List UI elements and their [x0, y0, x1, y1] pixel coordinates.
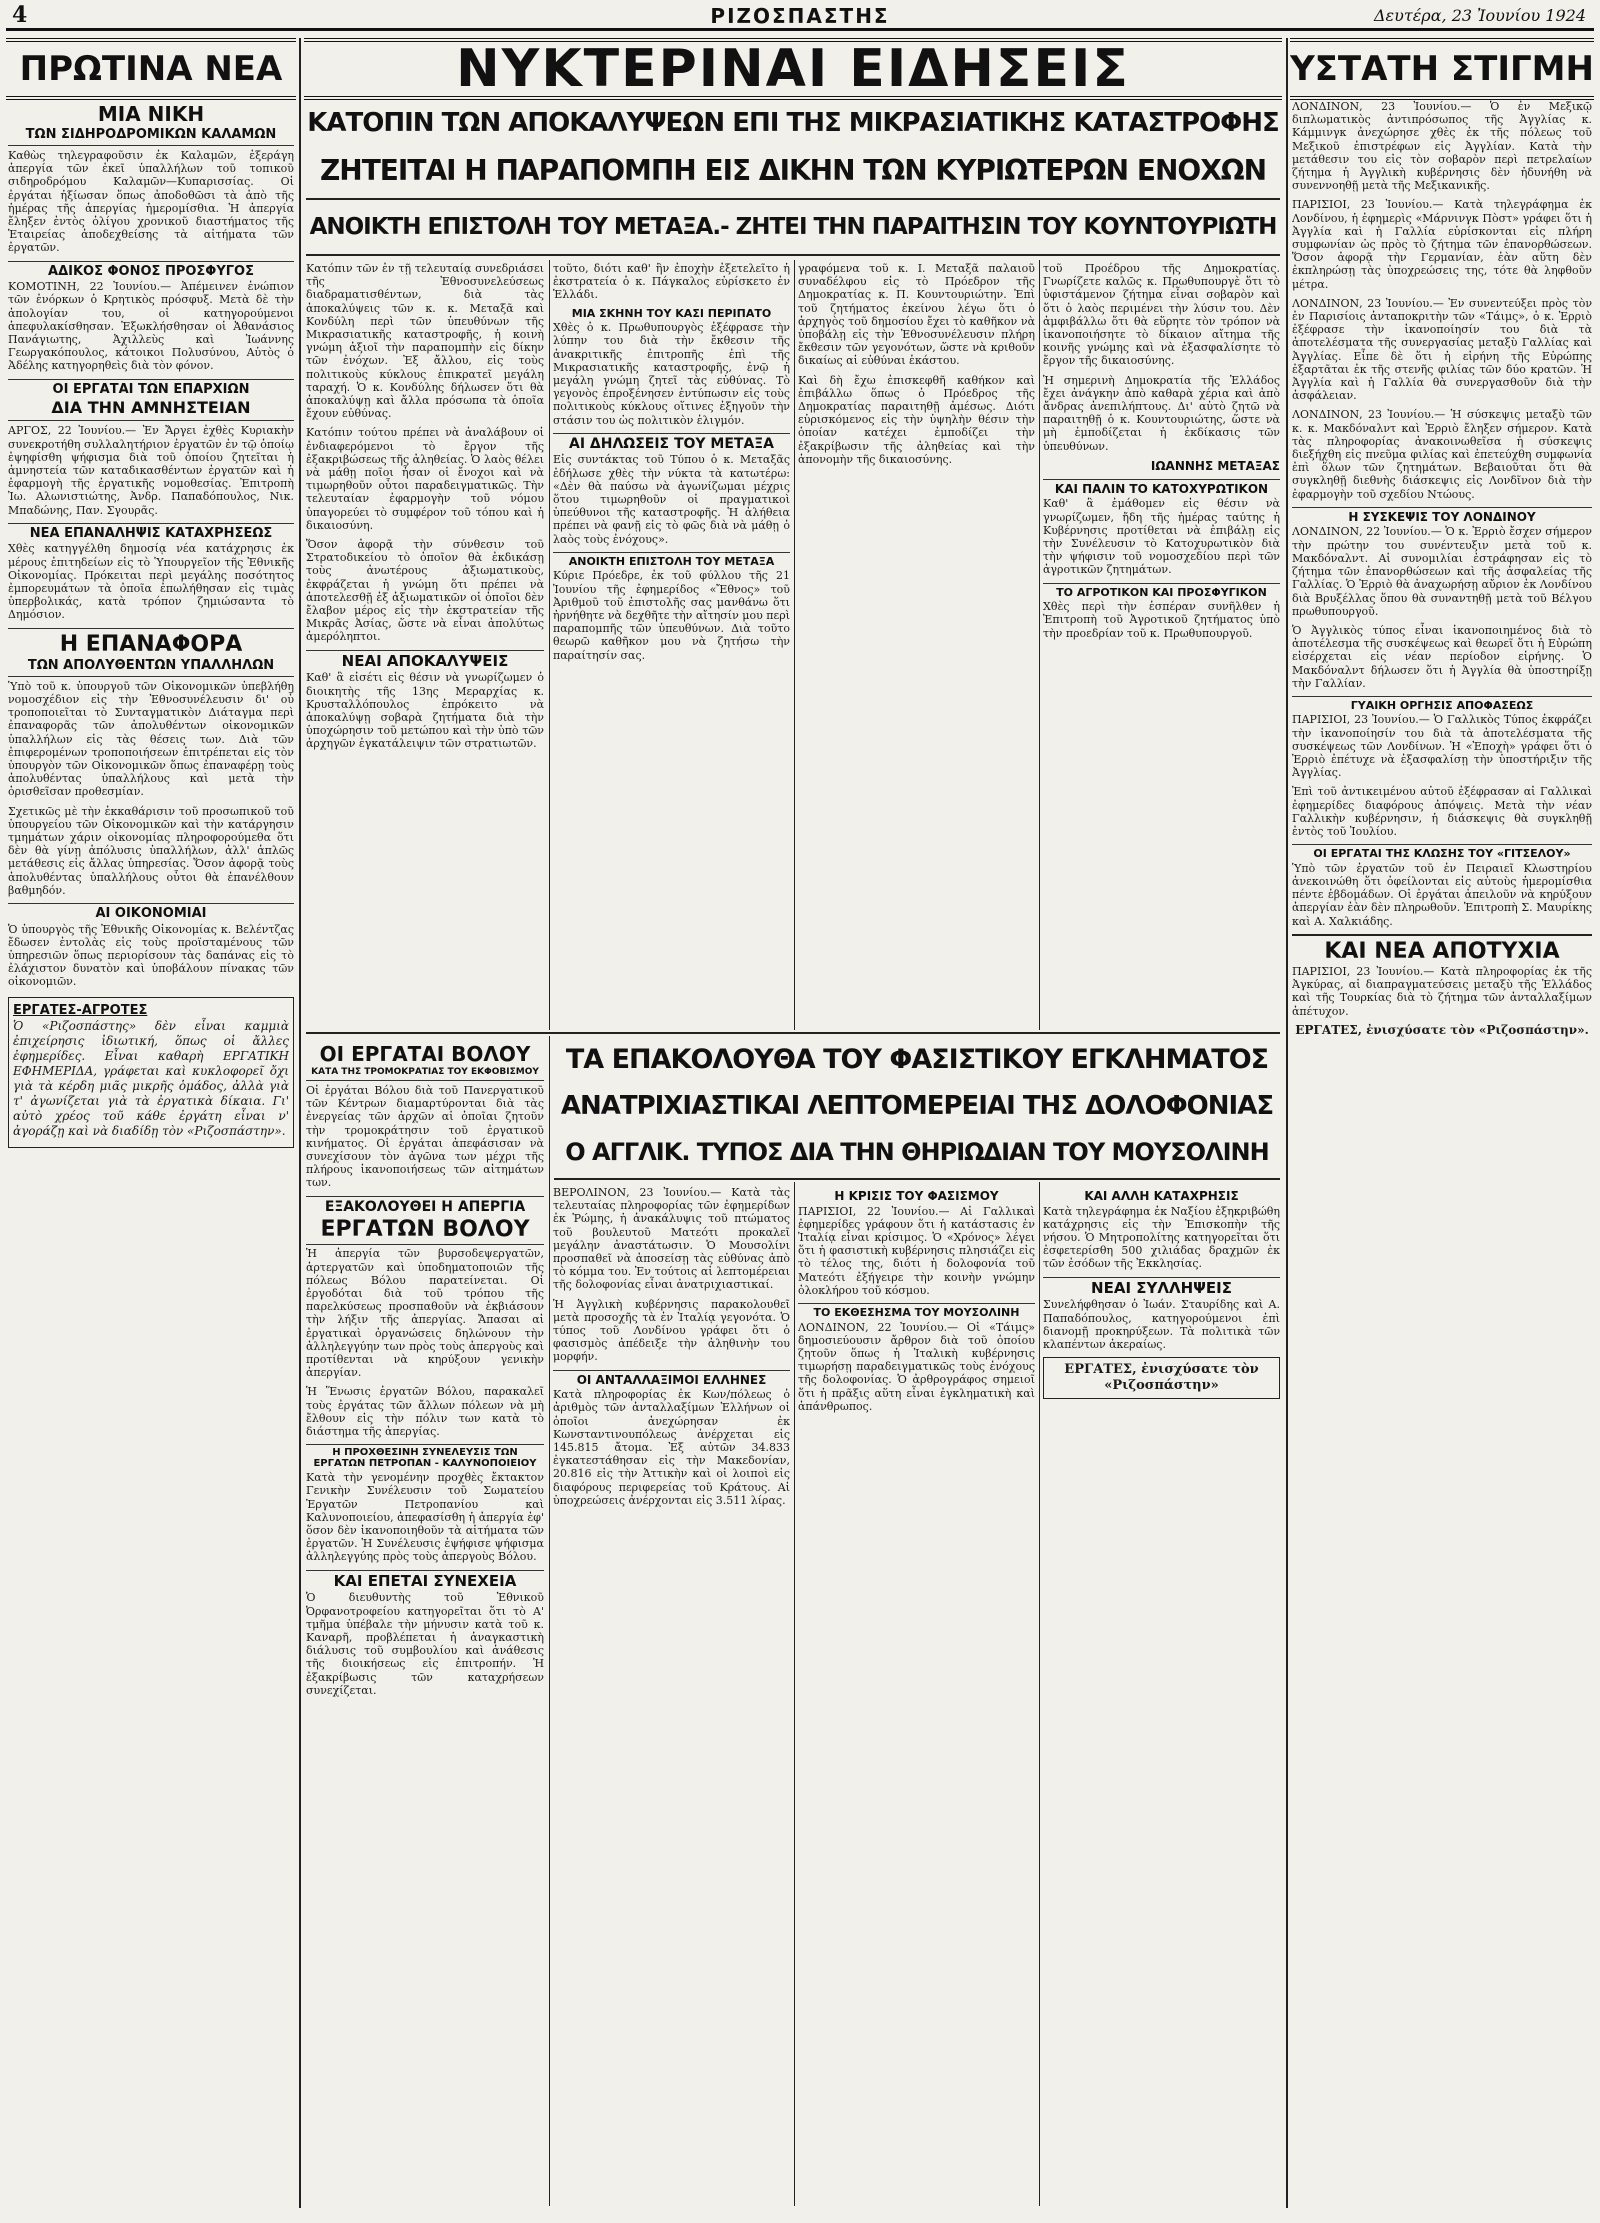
article-text: Χθὲς κατηγγέλθη δημοσίᾳ νέα κατάχρησις ἐκ μέρους ἐπιτηδείων εἰς τὸ Ὑπουργεῖον τῆς Ἐθνικῆς Οἰκονομίας. Πρόκειται περὶ μεγάλης ποσότητος ἐμπορευμάτων τὰ ὁποῖα ἐπωλήθησαν εἰς τιμὰς ὑπερβολικάς, κατὰ τρόπον ζημιώσαντα τὸ Δημόσιον.: [8, 542, 294, 622]
article-text: γραφόμενα τοῦ κ. Ι. Μεταξᾶ παλαιοῦ συναδέλφου εἰς τὸ Πρόεδρον τῆς Δημοκρατίας κ. Π. Κουντουριώτην. Ἐπὶ τοῦ ζητήματος ἐκείνου λέγω ὅτι ὁ ἀρχηγὸς τοῦ δημοσίου ἔχει τὸ καθῆκον νὰ ὑποβάλῃ εἰς τὴν Ἐθνοσυνέλευσιν πλήρη ἔκθεσιν τῶν γεγονότων, ὥστε νὰ κριθοῦν δικαίως αἱ εὐθύναι ἑκάστου.: [798, 262, 1035, 368]
article-text: Χθὲς ὁ κ. Πρωθυπουργὸς ἐξέφρασε τὴν λύπην του διὰ τὴν ἔκθεσιν τῆς ἀνακριτικῆς ἐπιτροπῆς ἐπὶ τῆς Μικρασιατικῆς καταστροφῆς, ἐνῷ ἡ μεγάλη γνώμη ζητεῖ τὰς εὐθύνας. Τὸ γεγονὸς ἐπροξένησεν ἐντύπωσιν εἰς τοὺς πολιτικοὺς κύκλους οἵτινες ἐξηγοῦν τὴν στάσιν του ὡς πολιτικὸν ἑλιγμόν.: [553, 321, 790, 427]
article-text: ΚΟΜΟΤΙΝΗ, 22 Ἰουνίου.— Ἀπέμεινεν ἐνώπιον τῶν ἐνόρκων ὁ Κρητικὸς πρόσφυξ. Μετὰ δὲ τὴν ἀπολογίαν του, οἱ κατηγορούμενοι ἀπεφυλακίσθησαν. Ἐξωκλήσθησαν οἱ Ἀθανάσιος Πανάγιωτης, Ἀχιλλεὺς καὶ Ἰωάννης Γεωργακόπουλος, κάτοικοι Πολυσύνου, Αὐτὸς ὁ Ἀδέλης κατηγορηθεὶς διὰ τὸν φόνον.: [8, 280, 294, 373]
section-head-center: ΝΥΚΤΕΡΙΝΑΙ ΕΙΔΗΣΕΙΣ: [304, 38, 1282, 100]
article-title: ΜΙΑ ΝΙΚΗ: [97, 102, 205, 126]
article-text: Κατὰ τηλεγράφημα ἐκ Ναξίου ἐξηκριβώθη κατάχρησις εἰς τὴν Ἐπισκοπὴν τῆς νήσου. Ὁ Μητροπολίτης κατηγορεῖται ὅτι ἐσφετερίσθη 500 χιλιάδας δραχμῶν ἐκ τῶν ἐσόδων τῆς Ἐκκλησίας.: [1043, 1204, 1280, 1271]
article-text: ΕΡΓΑΤΕΣ, ἐνισχύσατε τὸν «Ριζοσπάστην».: [1295, 1022, 1589, 1037]
issue-date: Δευτέρα, 23 Ἰουνίου 1924: [1374, 6, 1586, 25]
article-text: Ἡ ἀπεργία τῶν βυρσοδεψεργατῶν, ἀρτεργατῶν καὶ ὑποδηματοποιῶν τῆς πόλεως Βόλου παρατείνεται. Οἱ ἐργοδόται διὰ τοῦ τρόπου τῆς παρελκύσεως προσπαθοῦν νὰ ἐκβιάσουν τὴν λήξιν τῆς ἀπεργίας. Ἄπασαι αἱ ἐργατικαὶ ὀργανώσεις δηλώνουν τὴν ἀλληλεγγύην των πρὸς τοὺς ἀπεργοὺς καὶ προτίθενται νὰ κηρύξουν γενικὴν ἀπεργίαν.: [306, 1247, 544, 1380]
promo-box: [8, 997, 294, 1149]
article-text: Ὑπὸ τῶν ἐργατῶν τοῦ ἐν Πειραιεῖ Κλωστηρίου ἀνεκοινώθη ὅτι ὀφείλονται εἰς αὐτοὺς ἡμερομίσθια πέντε ἑβδομάδων. Οἱ ἐργάται ἀπειλοῦν νὰ κηρύξουν ἀπεργίαν ἐὰν δὲν πληρωθοῦν. Ἐπιτροπὴ Σ. Μαυρίκης καὶ Α. Χαλκιάδης.: [1292, 861, 1592, 928]
article-text: Οἱ ἐργάται Βόλου διὰ τοῦ Πανεργατικοῦ τῶν Κέντρων διαμαρτύρονται διὰ τὰς ἐνεργείας τῶν ἀρχῶν αἱ ὁποῖαι ζητοῦν τὴν τρομοκράτησιν τοῦ ἐργατικοῦ κινήματος. Οἱ ἐργάται ἀπεφάσισαν νὰ συνεχίσουν τὸν ἀγῶνα των μέχρι τῆς πλήρους ἱκανοποιήσεως τῶν αἰτημάτων των.: [306, 1084, 544, 1190]
article-text: Καὶ δὴ ἔχω ἐπισκεφθῆ καθήκον καὶ ἐπιβάλλω ὅπως ὁ Πρόεδρος τῆς Δημοκρατίας παραιτηθῇ ἀμέσως. Διότι εὑρισκόμενος εἰς τὴν ὑψηλὴν θέσιν τὴν ὁποίαν κατέχει ἐμποδίζει τὴν ἐξακρίβωσιν τῆς ἀληθείας καὶ τὴν ἀπονομὴν τῆς δικαιοσύνης.: [798, 373, 1035, 466]
right-column: [1292, 100, 1592, 2210]
article-text: ΠΑΡΙΣΙΟΙ, 22 Ἰουνίου.— Αἱ Γαλλικαὶ ἐφημερίδες γράφουν ὅτι ἡ κατάστασις ἐν Ἰταλίᾳ εἶναι κρίσιμος. Ὁ «Χρόνος» λέγει ὅτι ἡ φασιστικὴ κυβέρνησις πλησιάζει εἰς τὸ τέλος της, διότι ἡ δολοφονία τοῦ Ματεότι ἐξήγειρε τὴν κοινὴν γνώμην ὁλοκλήρου τοῦ κόσμου.: [798, 1204, 1035, 1297]
article-text: Εἰς συντάκτας τοῦ Τύπου ὁ κ. Μεταξᾶς ἐδήλωσε χθὲς τὴν νύκτα τὰ κατωτέρω: «Δὲν θὰ παύσω νὰ ἀγωνίζωμαι μέχρις ὅτου τιμωρηθοῦν οἱ πραγματικοὶ ὑπεύθυνοι τῆς καταστροφῆς. Ἡ ἀλήθεια πρέπει νὰ φανῇ εἰς τὸ φῶς διὰ νὰ μάθῃ ὁ λαὸς τοὺς ἐνόχους».: [553, 453, 790, 546]
article-text: Ἡ σημερινὴ Δημοκρατία τῆς Ἑλλάδος ἔχει ἀνάγκην ἀπὸ καθαρὰ χέρια καὶ ἀπὸ ἄνδρας ἀνεπιλήπτους. Δι' αὐτὸ ζητῶ νὰ παραιτηθῇ ὁ κ. Κουντουριώτης, ὥστε νὰ μὴ ἐμποδίζεται ἡ ἐκδίκασις τῶν ὑπευθύνων.: [1043, 373, 1280, 453]
article-text: τοῦ Προέδρου τῆς Δημοκρατίας. Γνωρίζετε καλῶς κ. Πρωθυπουργὲ ὅτι τὸ ὑφιστάμενον ζήτημα εἶναι σοβαρὸν καὶ ὅτι ὁ λαὸς περιμένει τὴν λύσιν του. Δὲν ἀμφιβάλλω ὅτι θὰ εὕρητε τὸν τρόπον νὰ ἱκανοποιήσητε τὸ δίκαιον αἴτημα τῆς κοινῆς γνώμης καὶ νὰ ἐξασφαλίσητε τὸ ἔργον τῆς δικαιοσύνης.: [1043, 262, 1280, 368]
article-title: ΑΔΙΚΟΣ ΦΟΝΟΣ ΠΡΟΣΦΥΓΟΣ: [8, 261, 294, 279]
article-text: ΛΟΝΔΙΝΟΝ, 23 Ἰουνίου.— Ὁ ἐν Μεξικῷ διπλωματικὸς ἀντιπρόσωπος τῆς Ἀγγλίας κ. Κάμμινγκ ἀνεχώρησε χθὲς ἐκ τῆς πόλεως τοῦ Μεξικοῦ ἐπιστρέφων εἰς Ἀγγλίαν. Κατὰ τὴν μετάθεσιν του εἰς τὸν σοβαρὸν περὶ πετρελαίων ζήτημα ἡ Ἀγγλικὴ κυβέρνησις δὲν ἠδυνήθη νὰ συνεννοηθῇ μετὰ τῆς Μεξικανικῆς.: [1292, 100, 1592, 193]
article-text: Καθ' ἃ ἐμάθομεν εἰς θέσιν νὰ γνωρίζωμεν, ἤδη τῆς ἡμέρας ταύτης ἡ Κυβέρνησις προτίθεται νὰ ἐπιβάλῃ εἰς τὴν Συνέλευσιν τὸ Κατοχυρωτικὸν διὰ τὴν ψήφισιν τοῦ νομοσχεδίου περὶ τῶν ἀγροτικῶν ζητημάτων.: [1043, 497, 1280, 577]
headline-3: ΑΝΟΙΚΤΗ ΕΠΙΣΤΟΛΗ ΤΟΥ ΜΕΤΑΞΑ.- ΖΗΤΕΙ ΤΗΝ ΠΑΡΑΙΤΗΣΙΝ ΤΟΥ ΚΟΥΝΤΟΥΡΙΩΤΗ: [309, 214, 1277, 240]
article-text: ΒΕΡΟΛΙΝΟΝ, 23 Ἰουνίου.— Κατὰ τὰς τελευταίας πληροφορίας τῶν ἐφημερίδων ἐκ Ῥώμης, ἡ ἀνακάλυψις τοῦ πτώματος τοῦ βουλευτοῦ Ματεότι προκαλεῖ μεγάλην ἀναστάτωσιν. Ὁ Μουσολίνι προσπαθεῖ νὰ ἀποσείσῃ τὰς εὐθύνας ἀπὸ τὸ κόμμα του. Ἐν τούτοις αἱ λεπτομέρειαι τῆς δολοφονίας εἶναι ἀνατριχιαστικαί.: [553, 1186, 790, 1292]
article-text: Σχετικῶς μὲ τὴν ἐκκαθάρισιν τοῦ προσωπικοῦ τοῦ ὑπουργείου τῶν Οἰκονομικῶν καὶ τὴν κατάργησιν τμημάτων χάριν οἰκονομίας πληροφορούμεθα ὅτι δὲν θὰ γίνῃ ἀπόλυσις ὑπαλλήλων, ἀλλ' ἁπλῶς μετάθεσις εἰς ἄλλας ὑπηρεσίας. Ὅσον ἀφορᾷ τοὺς ἀπολυθέντας ὑπαλλήλους οὗτοι θὰ ἐπανέλθουν βαθμηδόν.: [8, 804, 294, 897]
article-title: ΝΕΑΙ ΑΠΟΚΑΛΥΨΕΙΣ: [306, 650, 544, 670]
center-column-3: [798, 262, 1035, 1030]
article-title: ΑΙ ΟΙΚΟΝΟΜΙΑΙ: [8, 903, 294, 921]
article-text: Ὁ ὑπουργὸς τῆς Ἐθνικῆς Οἰκονομίας κ. Βελέντζας ἔδωσεν ἐντολὰς εἰς τοὺς προϊσταμένους τῶν ὑπηρεσιῶν ὅπως περιορίσουν τὰς δαπάνας εἰς τὸ ἐλάχιστον δυνατὸν καὶ ὑποβάλουν πίνακας τῶν οἰκονομιῶν.: [8, 922, 294, 989]
article-text: ΛΟΝΔΙΝΟΝ, 23 Ἰουνίου.— Ἡ σύσκεψις μεταξὺ τῶν κ. κ. Μακδόναλντ καὶ Ἐρριὸ ἔληξεν σήμερον. Κατὰ τὰς πληροφορίας ἀνακοινωθεῖσα ἡ σύσκεψις διεξήχθη εἰς πνεῦμα φιλίας καὶ ἐπετεύχθη συμφωνία ἐπὶ ὅλων τῶν ζητημάτων. Βεβαιοῦται ὅτι θὰ συγκληθῇ διεθνὴς διάσκεψις εἰς Λονδῖνον διὰ τὴν ἐφαρμογὴν τοῦ σχεδίου Ντώους.: [1292, 408, 1592, 501]
article-title: ΑΙ ΔΗΛΩΣΕΙΣ ΤΟΥ ΜΕΤΑΞΑ: [553, 433, 790, 452]
article-text: Ὁ Ἀγγλικὸς τύπος εἶναι ἱκανοποιημένος διὰ τὸ ἀποτέλεσμα τῆς συσκέψεως καὶ θεωρεῖ ὅτι ἡ Εὐρώπη εἰσέρχεται εἰς νέαν περίοδον εἰρήνης. Ὁ Μακδόναλντ δήλωσεν ὅτι ἡ Ἀγγλία θὰ ὑποστηρίξῃ τὴν Γαλλίαν.: [1292, 623, 1592, 690]
article-subtitle: ΤΩΝ ΣΙΔΗΡΟΔΡΟΜΙΚΩΝ ΚΑΛΑΜΩΝ: [8, 127, 294, 146]
article-text: Χθὲς περὶ τὴν ἑσπέραν συνῆλθεν ἡ Ἐπιτροπὴ τοῦ Ἀγροτικοῦ ζητήματος ὑπὸ τὴν προεδρίαν τοῦ κ. Πρωθυπουργοῦ.: [1043, 600, 1280, 640]
article-title: ΕΡΓΑΤΩΝ ΒΟΛΟΥ: [306, 1218, 544, 1245]
section-head-left: ΠΡΩΤΙΝΑ ΝΕΑ: [6, 38, 296, 100]
article-subtitle: ΚΑΤΑ ΤΗΣ ΤΡΟΜΟΚΡΑΤΙΑΣ ΤΟΥ ΕΚΦΟΒΙΣΜΟΥ: [306, 1067, 544, 1081]
masthead: [6, 2, 1594, 31]
headline-rule: [306, 198, 1280, 200]
article-title: ΕΞΑΚΟΛΟΥΘΕΙ Η ΑΠΕΡΓΙΑ: [306, 1196, 544, 1215]
article-title: ΟΙ ΕΡΓΑΤΑΙ ΤΗΣ ΚΛΩΣΗΣ ΤΟΥ «ΓΙΤΣΕΛΟΥ»: [1292, 844, 1592, 860]
article-text: ΑΡΓΟΣ, 22 Ἰουνίου.— Ἐν Ἄργει ἐχθὲς Κυριακὴν συνεκροτήθη συλλαλητήριον ἐργατῶν ἐν τῷ ὁποίῳ ἐψηφίσθη ψήφισμα διὰ τοῦ ὁποίου ζητεῖται ἡ ἀμνηστεία τῶν καταδικασθέντων ἐργατῶν καὶ ἡ ἐφαρμογὴ τῆς ἐργατικῆς νομοθεσίας. Ἐπιτροπὴ Ἰω. Αλωνιστιώτης, Ἀνδρ. Παπαδόπουλος, Νικ. Μπαδώνης, Παν. Σγουρᾶς.: [8, 424, 294, 517]
signature: ΙΩΑΝΝΗΣ ΜΕΤΑΞΑΣ: [1150, 458, 1280, 473]
article-text: Ἐπὶ τοῦ ἀντικειμένου αὐτοῦ ἐξέφρασαν αἱ Γαλλικαὶ ἐφημερίδες διαφόρους ἀπόψεις. Μετὰ τὴν νέαν Γαλλικὴν κυβέρνησιν, ἡ διάσκεψις θὰ συγκληθῇ ἐντὸς τοῦ Ἰουλίου.: [1292, 785, 1592, 839]
article-title: Η ΕΠΑΝΑΦΟΡΑ: [8, 628, 294, 656]
column-rule: [1039, 260, 1040, 1030]
column-rule: [299, 38, 301, 2208]
section-head-right: ΥΣΤΑΤΗ ΣΤΙΓΜΗ: [1290, 38, 1594, 100]
article-text: Κατὰ πληροφορίας ἐκ Κων/πόλεως ὁ ἀριθμὸς τῶν ἀνταλλαξίμων Ἑλλήνων οἱ ὁποῖοι ἀνεχώρησαν ἐκ Κωνσταντινουπόλεως ἀνέρχεται εἰς 145.815 ἄτομα. Ἐξ αὐτῶν 34.833 ἐγκατεστάθησαν εἰς τὴν Μακεδονίαν, 20.816 εἰς τὴν Ἀττικὴν καὶ οἱ λοιποὶ εἰς διαφόρους περιφερείας τοῦ Κράτους. Αἱ ὑποχρεώσεις ἀνέρχονται εἰς 3.511 λίρας.: [553, 1388, 790, 1507]
article-title: ΟΙ ΕΡΓΑΤΑΙ ΤΩΝ ΕΠΑΡΧΙΩΝ: [8, 379, 294, 397]
headline-1: ΚΑΤΟΠΙΝ ΤΩΝ ΑΠΟΚΑΛΥΨΕΩΝ ΕΠΙ ΤΗΣ ΜΙΚΡΑΣΙΑΤΙΚΗΣ ΚΑΤΑΣΤΡΟΦΗΣ: [307, 108, 1279, 138]
article-title: ΝΕΑΙ ΣΥΛΛΗΨΕΙΣ: [1043, 1277, 1280, 1297]
page-number: 4: [12, 2, 28, 28]
article-text: Ὁ διευθυντὴς τοῦ Ἐθνικοῦ Ὀρφανοτροφείου κατηγορεῖται ὅτι τὸ Α' τμῆμα ὑπέβαλε τὴν μήνυσιν κατὰ τοῦ κ. Καναρῆ, προβλέπεται ἡ ἀναγκαστικὴ διάλυσις τοῦ συμβουλίου καὶ ἀνάθεσις τῆς διοικήσεως εἰς ἐπιτροπήν. Ἡ ἐξακρίβωσις τῶν καταχρήσεων συνεχίζεται.: [306, 1591, 544, 1697]
volos-column: [306, 1040, 544, 2208]
paper-name: ΡΙΖΟΣΠΑΣΤΗΣ: [710, 4, 890, 28]
article-title: Η ΚΡΙΣΙΣ ΤΟΥ ΦΑΣΙΣΜΟΥ: [834, 1189, 999, 1203]
article-subtitle: ΔΙΑ ΤΗΝ ΑΜΝΗΣΤΕΙΑΝ: [8, 398, 294, 421]
article-text: ΠΑΡΙΣΙΟΙ, 23 Ἰουνίου.— Ὁ Γαλλικὸς Τύπος ἐκφράζει τὴν ἱκανοποίησίν του διὰ τὰ ἀποτελέσματα τῆς συσκέψεως τῶν Λονδίνων. Ἡ «Ἐποχὴ» γράφει ὅτι ὁ Ἐρριὸ ἐπέτυχε νὰ ἐξασφαλίσῃ τὴν ὑποστήριξιν τῆς Ἀγγλίας.: [1292, 713, 1592, 780]
article-title: ΓΥΑΙΚΗ ΟΡΓΗΣΙΣ ΑΠΟΦΑΣΕΩΣ: [1292, 696, 1592, 712]
article-title: ΚΑΙ ΑΛΛΗ ΚΑΤΑΧΡΗΣΙΣ: [1084, 1189, 1239, 1203]
center-column-1: [306, 262, 544, 1030]
fascist-headline-1: ΤΑ ΕΠΑΚΟΛΟΥΘΑ ΤΟΥ ΦΑΣΙΣΤΙΚΟΥ ΕΓΚΛΗΜΑΤΟΣ: [565, 1044, 1269, 1075]
article-title: ΚΑΙ ΠΑΛΙΝ ΤΟ ΚΑΤΟΧΥΡΩΤΙΚΟΝ: [1043, 479, 1280, 496]
article-text: Ὅσον ἀφορᾷ τὴν σύνθεσιν τοῦ Στρατοδικείου τὸ ὁποῖον θὰ ἐκδικάσῃ τοὺς ἀνωτέρους ἀξιωματικοὺς, ἐκφράζεται ἡ γνώμη ὅτι πρέπει νὰ ἀποτελεσθῇ ἐξ ἀξιωματικῶν οἱ ὁποῖοι δὲν ἔλαβον μέρος εἰς τὴν ἐκστρατείαν τῆς Μικρᾶς Ἀσίας, ὥστε νὰ εἶναι ἀπολύτως ἀμερόληπτοι.: [306, 538, 544, 644]
article-text: Ὑπὸ τοῦ κ. ὑπουργοῦ τῶν Οἰκονομικῶν ὑπεβλήθη νομοσχέδιον εἰς τὴν Ἐθνοσυνέλευσιν δι' οὗ τροποποιεῖται τὸ Συνταγματικὸν Διάταγμα περὶ ἐπαναφορᾶς τῶν ἀπολυθέντων οἰκονομικῶν ὑπαλλήλων εἰς τὰς θέσεις των. Διὰ τῶν ἐπιφερομένων τροποποιήσεων ἐπιτρέπεται εἰς τὸν ὑπουργὸν τῶν Οἰκονομικῶν ὅπως ἐπαναφέρῃ τοὺς ἀπολυθέντας ὑπαλλήλους καὶ μετὰ τὴν ὁρισθεῖσαν προθεσμίαν.: [8, 679, 294, 799]
article-text: Συνελήφθησαν ὁ Ἰωάν. Σταυρίδης καὶ Α. Παπαδόπουλος, κατηγορούμενοι ἐπὶ διανομῇ προκηρύξεων. Τὰ πολιτικὰ τῶν κλαπέντων ἀκεραίως.: [1043, 1298, 1280, 1351]
article-text: τοῦτο, διότι καθ' ἣν ἐποχὴν ἐξετελεῖτο ἡ ἐκστρατεία ὁ κ. Πάγκαλος εὑρίσκετο ἐν Ἑλλάδι.: [553, 262, 790, 302]
article-text: Κατὰ τὴν γενομένην προχθὲς ἔκτακτον Γενικὴν Συνέλευσιν τοῦ Σωματείου Ἐργατῶν Πετροπανίου καὶ Καλυνοποιείου, ἀπεφασίσθη ἡ ἀπεργία ἐφ' ὅσον δὲν ἱκανοποιηθοῦν τὰ αἰτήματα τῶν ἐργατῶν. Ἡ Συνέλευσις ἐψήφισε ψήφισμα ἀλληλεγγύης πρὸς τοὺς ἀπεργοὺς Βόλου.: [306, 1471, 544, 1564]
article-title: ΝΕΑ ΕΠΑΝΑΛΗΨΙΣ ΚΑΤΑΧΡΗΣΕΩΣ: [8, 523, 294, 541]
article-text: ΛΟΝΔΙΝΟΝ, 22 Ἰουνίου.— Ὁ κ. Ἐρριὸ ἔσχεν σήμερον τὴν πρώτην του συνέντευξιν μετὰ τοῦ κ. Μακδόναλντ. Αἱ συνομιλίαι ἐστράφησαν εἰς τὸ ζήτημα τῶν ἐπανορθώσεων καὶ τῆς ἀσφαλείας τῆς Γαλλίας. Ὁ Ἐρριὸ θὰ ἀναχωρήσῃ αὔριον ἐκ Λονδίνου διὰ Βρυξέλλας ὅπου θὰ συναντηθῇ μετὰ τοῦ Βέλγου πρωθυπουργοῦ.: [1292, 525, 1592, 618]
article-title: ΑΝΟΙΚΤΗ ΕΠΙΣΤΟΛΗ ΤΟΥ ΜΕΤΑΞΑ: [553, 552, 790, 568]
fascist-headline-2: ΑΝΑΤΡΙΧΙΑΣΤΙΚΑΙ ΛΕΠΤΟΜΕΡΕΙΑΙ ΤΗΣ ΔΟΛΟΦΟΝΙΑΣ: [560, 1091, 1274, 1121]
article-text: Καθὼς τηλεγραφοῦσιν ἐκ Καλαμῶν, ἐξεράγη ἀπεργία τῶν ἐκεῖ ὑπαλλήλων τοῦ τοπικοῦ σιδηροδρόμου Καλαμῶν—Κυπαρισσίας. Οἱ ἐργάται ἠξίωσαν ὅπως ἀποδοθῶσι τὰ ἀπὸ τῆς ἡμέρας τῆς ἀπεργίας ἡμερομίσθια. Ἡ ἀπεργία ἔληξεν ἐντὸς ὀλίγου χρονικοῦ διαστήματος τῆς Ἑταιρείας ἀποδεχθείσης τὰ αἰτήματα τῶν ἐργατῶν.: [8, 149, 294, 255]
section-rule: [306, 1032, 1280, 1034]
center-column-2: [553, 262, 790, 1030]
article-text: Κύριε Πρόεδρε, ἐκ τοῦ φύλλου τῆς 21 Ἰουνίου τῆς ἐφημερίδος «Ἔθνος» τοῦ Ἀριθμοῦ τοῦ ἐπιστολῆς σας μανθάνω ὅτι ἠρνήθητε νὰ δεχθῆτε τὴν αἴτησίν μου περὶ παραπομπῆς τῶν ὑπευθύνων. Διὰ τοῦτο θεωρῶ καθῆκον μου νὰ ζητήσω τὴν παραίτησίν σας.: [553, 569, 790, 662]
article-text: Κατόπιν τῶν ἐν τῇ τελευταίᾳ συνεδριάσει τῆς Ἐθνοσυνελεύσεως διαδραματισθέντων, διὰ τὰς ἀποκαλύψεις τῶν κ. κ. Μεταξᾶ καὶ Κονδύλη περὶ τῶν ὑπευθύνων τῆς Μικρασιατικῆς καταστροφῆς, ἡ κοινὴ γνώμη ἀξιοῖ τὴν παραπομπὴν εἰς δίκην τῶν ἐνόχων. Ἐξ ἄλλου, εἰς τοὺς πολιτικοὺς κύκλους ἐπικρατεῖ μεγάλη ταραχή. Ὁ κ. Κονδύλης δήλωσεν ὅτι θὰ ἀποκαλύψῃ καὶ ἄλλα πρόσωπα τὰ ὁποῖα ἔχουν εὐθύνας.: [306, 262, 544, 421]
article-title: ΤΟ ΕΚΘΕΣΗΣΜΑ ΤΟΥ ΜΟΥΣΟΛΙΝΗ: [798, 1303, 1035, 1319]
article-title: ΤΟ ΑΓΡΟΤΙΚΟΝ ΚΑΙ ΠΡΟΣΦΥΓΙΚΟΝ: [1043, 583, 1280, 599]
fascist-column-3: [1043, 1186, 1280, 2206]
column-rule: [794, 1182, 795, 2206]
center-column-4: [1043, 262, 1280, 1030]
article-text: Ἡ Ἀγγλικὴ κυβέρνησις παρακολουθεῖ μετὰ προσοχῆς τὰ ἐν Ἰταλίᾳ γεγονότα. Ὁ τύπος τοῦ Λονδίνου γράφει ὅτι ὁ φασισμὸς ἀπέδειξε τὴν ἀληθινὴν του μορφήν.: [553, 1297, 790, 1364]
article-title: ΚΑΙ ΝΕΑ ΑΠΟΤΥΧΙΑ: [1292, 934, 1592, 963]
article-title: ΚΑΙ ΕΠΕΤΑΙ ΣΥΝΕΧΕΙΑ: [306, 1570, 544, 1590]
promo-text: ΕΡΓΑΤΕΣ, ἐνισχύσατε τὸν «Ριζοσπάστην»: [1064, 1362, 1259, 1394]
promo-title: ΕΡΓΑΤΕΣ-ΑΓΡΟΤΕΣ: [13, 1002, 148, 1018]
article-title: ΟΙ ΕΡΓΑΤΑΙ ΒΟΛΟΥ: [319, 1042, 531, 1066]
article-title: Η ΠΡΟΧΘΕΣΙΝΗ ΣΥΝΕΛΕΥΣΙΣ ΤΩΝ ΕΡΓΑΤΩΝ ΠΕΤΡΟΠΑΝ - ΚΑΛΥΝΟΠΟΙΕΙΟΥ: [306, 1444, 544, 1469]
article-text: ΠΑΡΙΣΙΟΙ, 23 Ἰουνίου.— Κατὰ τηλεγράφημα ἐκ Λονδίνου, ἡ ἐφημερὶς «Μάρνινγκ Πὸστ» γράφει ὅτι ἡ Ἀγγλία καὶ ἡ Γαλλία εὑρίσκονται εἰς πλήρη συμφωνίαν ὡς πρὸς τὸ ζήτημα τῶν ἐπανορθώσεων. Ὅσον ἀφορᾷ τὴν Γερμανίαν, ἐὰν αὕτη δὲν ἐκπληρώσῃ τὰς ὑποχρεώσεις της, τότε θὰ ληφθοῦν μέτρα.: [1292, 198, 1592, 291]
article-title: ΟΙ ΑΝΤΑΛΛΑΞΙΜΟΙ ΕΛΛΗΝΕΣ: [553, 1370, 790, 1387]
fascist-column-1: [553, 1186, 790, 2206]
headline-rule: [554, 1178, 1280, 1180]
article-text: Καθ' ἃ εἰσέτι εἰς θέσιν νὰ γνωρίζωμεν ὁ διοικητὴς τῆς 13ης Μεραρχίας κ. Κρυσταλλόπουλος ἐπρόκειτο νὰ ἀποκαλύψῃ σοβαρὰ ζητήματα διὰ τὴν ὑποχώρησιν τοῦ μετώπου καὶ τὴν ὑπὸ τῶν ἀρχηγῶν ἐγκατάλειψιν τῶν στρατιωτῶν.: [306, 671, 544, 751]
article-text: Ἡ Ἕνωσις ἐργατῶν Βόλου, παρακαλεῖ τοὺς ἐργάτας τῶν ἄλλων πόλεων νὰ μὴ ἔλθουν εἰς τὴν πόλιν των κατὰ τὸ διάστημα τῆς ἀπεργίας.: [306, 1385, 544, 1439]
article-subtitle: ΤΩΝ ΑΠΟΛΥΘΕΝΤΩΝ ΥΠΑΛΛΗΛΩΝ: [8, 658, 294, 677]
fascist-column-2: [798, 1186, 1035, 2206]
column-rule: [1039, 1182, 1040, 2206]
column-rule: [549, 1036, 550, 2206]
article-title: Η ΣΥΣΚΕΨΙΣ ΤΟΥ ΛΟΝΔΙΝΟΥ: [1292, 507, 1592, 524]
promo-text: Ὁ «Ριζοσπάστης» δὲν εἶναι καμμιὰ ἐπιχείρησις ἰδιωτική, ὅπως οἱ ἄλλες ἐφημερίδες. Εἶναι καθαρὴ ΕΡΓΑΤΙΚΗ ΕΦΗΜΕΡΙΔΑ, γράφεται καὶ κυκλοφορεῖ ὄχι γιὰ τὰ κέρδη μιᾶς μικρῆς ὁμάδος, ἀλλὰ γιὰ τ' ἀγωνίζεται γιὰ τὰ ἐργατικὰ δίκαια. Γι' αὐτὸ χρέος τοῦ κάθε ἐργάτη εἶναι ν' ἀγοράζῃ καὶ νὰ διαδίδῃ τὸν «Ριζοσπάστην».: [13, 1019, 289, 1139]
column-rule: [794, 260, 795, 1030]
left-column: [8, 100, 294, 2210]
article-text: ΠΑΡΙΣΙΟΙ, 23 Ἰουνίου.— Κατὰ πληροφορίας ἐκ τῆς Ἀγκύρας, αἱ διαπραγματεύσεις μεταξὺ τῆς Ἑλλάδος καὶ τῆς Τουρκίας διὰ τὸ ζήτημα τῶν ἀνταλλαξίμων ἀπέτυχον.: [1292, 964, 1592, 1018]
column-rule: [1286, 38, 1288, 2208]
promo-box: [1043, 1357, 1280, 1399]
column-rule: [549, 260, 550, 1030]
headline-2: ΖΗΤΕΙΤΑΙ Η ΠΑΡΑΠΟΜΠΗ ΕΙΣ ΔΙΚΗΝ ΤΩΝ ΚΥΡΙΩΤΕΡΩΝ ΕΝΟΧΩΝ: [319, 154, 1267, 187]
article-text: ΛΟΝΔΙΝΟΝ, 23 Ἰουνίου.— Ἐν συνεντεύξει πρὸς τὸν ἐν Παρισίοις ἀνταποκριτὴν τῶν «Τάιμς», ὁ κ. Ἐρριὸ ἐξέφρασε τὴν ἱκανοποίησίν του διὰ τὰ ἀποτελέσματα τῆς συνεργασίας μεταξὺ Γαλλίας καὶ Ἀγγλίας. Εἶπε δὲ ὅτι ἡ εἰρήνη τῆς Εὐρώπης ἐξαρτᾶται ἐκ τῆς στενῆς φιλίας τῶν δύο κρατῶν. Ἡ Ἀγγλία καὶ ἡ Γαλλία θὰ συνεργασθοῦν διὰ τὴν ἀσφάλειαν.: [1292, 296, 1592, 403]
article-title: ΜΙΑ ΣΚΗΝΗ ΤΟΥ ΚΑΣΙ ΠΕΡΙΠΑΤΟ: [571, 306, 772, 320]
article-text: Κατόπιν τούτου πρέπει νὰ ἀναλάβουν οἱ ἐνδιαφερόμενοι τὸ ἔργον τῆς ἐξακριβώσεως τῆς ἀληθείας. Ὁ λαὸς θέλει νὰ μάθῃ ποῖοι ἦσαν οἱ ἔνοχοι καὶ νὰ τιμωρηθοῦν οὗτοι παραδειγματικῶς. Τὴν τελευταίαν ἐφαρμογὴν τοῦ νόμου ὑπαγορεύει τὸ συμφέρον τοῦ τόπου καὶ ἡ δικαιοσύνη.: [306, 426, 544, 532]
fascist-headline-3: Ο ΑΓΓΛΙΚ. ΤΥΠΟΣ ΔΙΑ ΤΗΝ ΘΗΡΙΩΔΙΑΝ ΤΟΥ ΜΟΥΣΟΛΙΝΗ: [565, 1138, 1269, 1166]
headline-rule: [306, 254, 1280, 256]
article-text: ΛΟΝΔΙΝΟΝ, 22 Ἰουνίου.— Οἱ «Τάιμς» δημοσιεύουσιν ἄρθρον διὰ τοῦ ὁποίου ζητοῦν ὅπως ἡ Ἰταλικὴ κυβέρνησις τιμωρήσῃ παραδειγματικῶς τοὺς ἐνόχους τῆς δολοφονίας. Ὁ ἀρθρογράφος σημειοῖ ὅτι ἡ πρᾶξις αὕτη εἶναι ἐγκληματικὴ καὶ ἀπάνθρωπος.: [798, 1320, 1035, 1413]
